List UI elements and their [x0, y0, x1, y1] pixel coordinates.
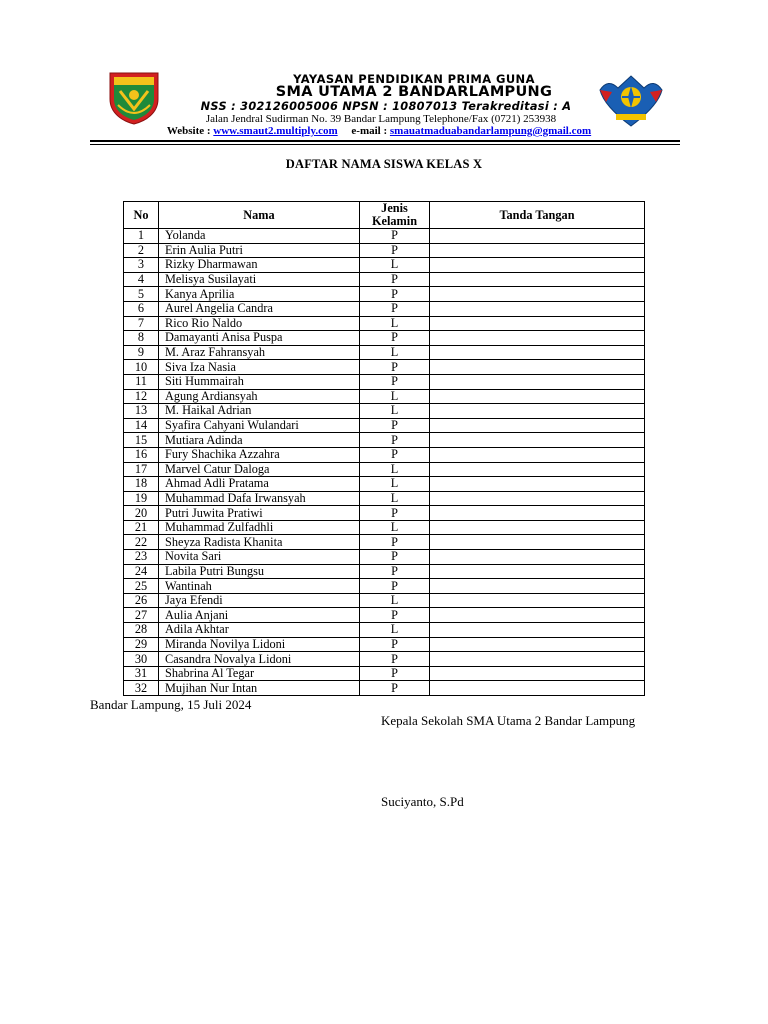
table-row: [124, 287, 645, 302]
cell-gender: P: [360, 229, 430, 244]
table-row: [124, 229, 645, 244]
header-gender-line1: Jenis: [381, 201, 408, 215]
table-row: [124, 623, 645, 638]
letterhead-divider-thick: [90, 140, 680, 142]
table-row: [124, 345, 645, 360]
website-label: Website :: [166, 125, 211, 137]
cell-no: 32: [124, 681, 159, 696]
header-signature: Tanda Tangan: [430, 202, 645, 229]
school-address: Jalan Jendral Sudirman No. 39 Bandar Lampung Telephone/Fax (0721) 253938: [205, 113, 557, 125]
roster-body: [124, 229, 645, 696]
cell-signature[interactable]: [430, 593, 645, 608]
cell-name: Mutiara Adinda: [159, 433, 360, 448]
cell-no: 2: [124, 243, 159, 258]
cell-signature[interactable]: [430, 550, 645, 565]
cell-name: Yolanda: [159, 229, 360, 244]
cell-gender: P: [360, 535, 430, 550]
cell-signature[interactable]: [430, 374, 645, 389]
cell-gender: L: [360, 462, 430, 477]
cell-signature[interactable]: [430, 447, 645, 462]
cell-gender: P: [360, 579, 430, 594]
table-row: [124, 258, 645, 273]
cell-gender: L: [360, 345, 430, 360]
cell-gender: L: [360, 491, 430, 506]
table-row: [124, 433, 645, 448]
cell-no: 27: [124, 608, 159, 623]
cell-no: 10: [124, 360, 159, 375]
cell-gender: L: [360, 520, 430, 535]
cell-no: 3: [124, 258, 159, 273]
cell-gender: P: [360, 652, 430, 667]
cell-no: 4: [124, 272, 159, 287]
cell-gender: L: [360, 404, 430, 419]
table-row: [124, 608, 645, 623]
table-row: [124, 462, 645, 477]
table-row: [124, 593, 645, 608]
cell-name: Shabrina Al Tegar: [159, 666, 360, 681]
cell-no: 6: [124, 301, 159, 316]
table-row: [124, 404, 645, 419]
cell-name: Aulia Anjani: [159, 608, 360, 623]
table-row: [124, 418, 645, 433]
cell-no: 18: [124, 477, 159, 492]
cell-signature[interactable]: [430, 491, 645, 506]
cell-no: 5: [124, 287, 159, 302]
cell-name: Rizky Dharmawan: [159, 258, 360, 273]
cell-no: 7: [124, 316, 159, 331]
cell-no: 13: [124, 404, 159, 419]
table-row: [124, 301, 645, 316]
cell-name: Fury Shachika Azzahra: [159, 447, 360, 462]
cell-name: Casandra Novalya Lidoni: [159, 652, 360, 667]
table-row: [124, 360, 645, 375]
cell-signature[interactable]: [430, 535, 645, 550]
cell-name: Wantinah: [159, 579, 360, 594]
cell-gender: P: [360, 666, 430, 681]
cell-signature[interactable]: [430, 389, 645, 404]
table-header-row: [124, 202, 645, 229]
cell-name: Novita Sari: [159, 550, 360, 565]
cell-no: 28: [124, 623, 159, 638]
cell-signature[interactable]: [430, 287, 645, 302]
school-identifiers: NSS : 302126005006 NPSN : 10807013 Terakreditasi : A: [200, 100, 572, 113]
cell-signature[interactable]: [430, 301, 645, 316]
cell-signature[interactable]: [430, 579, 645, 594]
cell-name: Rico Rio Naldo: [159, 316, 360, 331]
cell-gender: P: [360, 608, 430, 623]
document-title: DAFTAR NAMA SISWA KELAS X: [285, 157, 483, 171]
school-contact: [120, 125, 638, 137]
cell-gender: P: [360, 550, 430, 565]
cell-signature[interactable]: [430, 608, 645, 623]
cell-signature[interactable]: [430, 637, 645, 652]
table-row: [124, 389, 645, 404]
table-row: [124, 506, 645, 521]
table-row: [124, 316, 645, 331]
cell-name: Siti Hummairah: [159, 374, 360, 389]
cell-gender: L: [360, 389, 430, 404]
website-link[interactable]: www.smaut2.multiply.com: [213, 125, 338, 137]
cell-name: Putri Juwita Pratiwi: [159, 506, 360, 521]
cell-no: 15: [124, 433, 159, 448]
cell-name: Damayanti Anisa Puspa: [159, 331, 360, 346]
cell-no: 19: [124, 491, 159, 506]
cell-name: Melisya Susilayati: [159, 272, 360, 287]
table-row: [124, 447, 645, 462]
cell-signature[interactable]: [430, 229, 645, 244]
cell-no: 1: [124, 229, 159, 244]
cell-signature[interactable]: [430, 666, 645, 681]
table-row: [124, 637, 645, 652]
cell-signature[interactable]: [430, 477, 645, 492]
cell-gender: P: [360, 681, 430, 696]
cell-gender: P: [360, 506, 430, 521]
table-row: [124, 550, 645, 565]
table-row: [124, 579, 645, 594]
table-row: [124, 564, 645, 579]
cell-no: 30: [124, 652, 159, 667]
header-gender: [360, 202, 430, 229]
cell-no: 12: [124, 389, 159, 404]
cell-signature[interactable]: [430, 316, 645, 331]
signatory-role: Kepala Sekolah SMA Utama 2 Bandar Lampung: [381, 713, 636, 728]
cell-signature[interactable]: [430, 331, 645, 346]
student-roster-table: [123, 201, 645, 696]
cell-name: Agung Ardiansyah: [159, 389, 360, 404]
foundation-name: YAYASAN PENDIDIKAN PRIMA GUNA: [293, 72, 535, 86]
cell-signature[interactable]: [430, 418, 645, 433]
cell-signature[interactable]: [430, 243, 645, 258]
cell-gender: P: [360, 374, 430, 389]
cell-no: 20: [124, 506, 159, 521]
cell-no: 9: [124, 345, 159, 360]
cell-name: Muhammad Dafa Irwansyah: [159, 491, 360, 506]
cell-signature[interactable]: [430, 623, 645, 638]
cell-signature[interactable]: [430, 564, 645, 579]
cell-gender: P: [360, 564, 430, 579]
cell-no: 25: [124, 579, 159, 594]
cell-no: 31: [124, 666, 159, 681]
cell-gender: P: [360, 272, 430, 287]
cell-signature[interactable]: [430, 272, 645, 287]
cell-no: 29: [124, 637, 159, 652]
cell-gender: P: [360, 287, 430, 302]
cell-gender: P: [360, 243, 430, 258]
cell-signature[interactable]: [430, 681, 645, 696]
cell-no: 17: [124, 462, 159, 477]
table-row: [124, 666, 645, 681]
header-gender-line2: Kelamin: [371, 214, 418, 228]
header-name: Nama: [159, 202, 360, 229]
cell-name: Aurel Angelia Candra: [159, 301, 360, 316]
cell-name: Jaya Efendi: [159, 593, 360, 608]
letterhead-divider-thin: [90, 144, 680, 145]
cell-no: 8: [124, 331, 159, 346]
cell-no: 23: [124, 550, 159, 565]
table-row: [124, 243, 645, 258]
cell-no: 24: [124, 564, 159, 579]
cell-no: 21: [124, 520, 159, 535]
cell-gender: L: [360, 258, 430, 273]
cell-gender: P: [360, 637, 430, 652]
cell-signature[interactable]: [430, 404, 645, 419]
cell-name: Siva Iza Nasia: [159, 360, 360, 375]
cell-name: M. Araz Fahransyah: [159, 345, 360, 360]
cell-name: M. Haikal Adrian: [159, 404, 360, 419]
email-link[interactable]: smauatmaduabandarlampung@gmail.com: [389, 125, 592, 137]
cell-signature[interactable]: [430, 506, 645, 521]
cell-gender: L: [360, 623, 430, 638]
cell-gender: P: [360, 360, 430, 375]
header-no: No: [124, 202, 159, 229]
cell-no: 16: [124, 447, 159, 462]
email-label: e-mail :: [351, 125, 388, 137]
cell-no: 14: [124, 418, 159, 433]
cell-signature[interactable]: [430, 433, 645, 448]
cell-signature[interactable]: [430, 462, 645, 477]
cell-gender: L: [360, 593, 430, 608]
cell-name: Miranda Novilya Lidoni: [159, 637, 360, 652]
cell-name: Mujihan Nur Intan: [159, 681, 360, 696]
cell-signature[interactable]: [430, 652, 645, 667]
cell-gender: L: [360, 316, 430, 331]
cell-signature[interactable]: [430, 520, 645, 535]
cell-gender: P: [360, 331, 430, 346]
cell-name: Erin Aulia Putri: [159, 243, 360, 258]
cell-gender: P: [360, 418, 430, 433]
signatory-name: Suciyanto, S.Pd: [381, 794, 464, 809]
table-row: [124, 491, 645, 506]
school-name: SMA UTAMA 2 BANDARLAMPUNG: [275, 84, 553, 100]
cell-signature[interactable]: [430, 258, 645, 273]
cell-name: Ahmad Adli Pratama: [159, 477, 360, 492]
cell-gender: P: [360, 433, 430, 448]
place-date: Bandar Lampung, 15 Juli 2024: [90, 697, 252, 712]
table-row: [124, 681, 645, 696]
cell-no: 26: [124, 593, 159, 608]
cell-name: Kanya Aprilia: [159, 287, 360, 302]
cell-gender: L: [360, 477, 430, 492]
cell-name: Muhammad Zulfadhli: [159, 520, 360, 535]
cell-no: 11: [124, 374, 159, 389]
cell-no: 22: [124, 535, 159, 550]
table-row: [124, 652, 645, 667]
table-row: [124, 477, 645, 492]
cell-signature[interactable]: [430, 345, 645, 360]
table-row: [124, 535, 645, 550]
table-row: [124, 374, 645, 389]
cell-gender: P: [360, 301, 430, 316]
cell-name: Adila Akhtar: [159, 623, 360, 638]
table-row: [124, 272, 645, 287]
cell-name: Labila Putri Bungsu: [159, 564, 360, 579]
table-row: [124, 520, 645, 535]
table-row: [124, 331, 645, 346]
cell-name: Syafira Cahyani Wulandari: [159, 418, 360, 433]
cell-signature[interactable]: [430, 360, 645, 375]
cell-gender: P: [360, 447, 430, 462]
cell-name: Sheyza Radista Khanita: [159, 535, 360, 550]
cell-name: Marvel Catur Daloga: [159, 462, 360, 477]
